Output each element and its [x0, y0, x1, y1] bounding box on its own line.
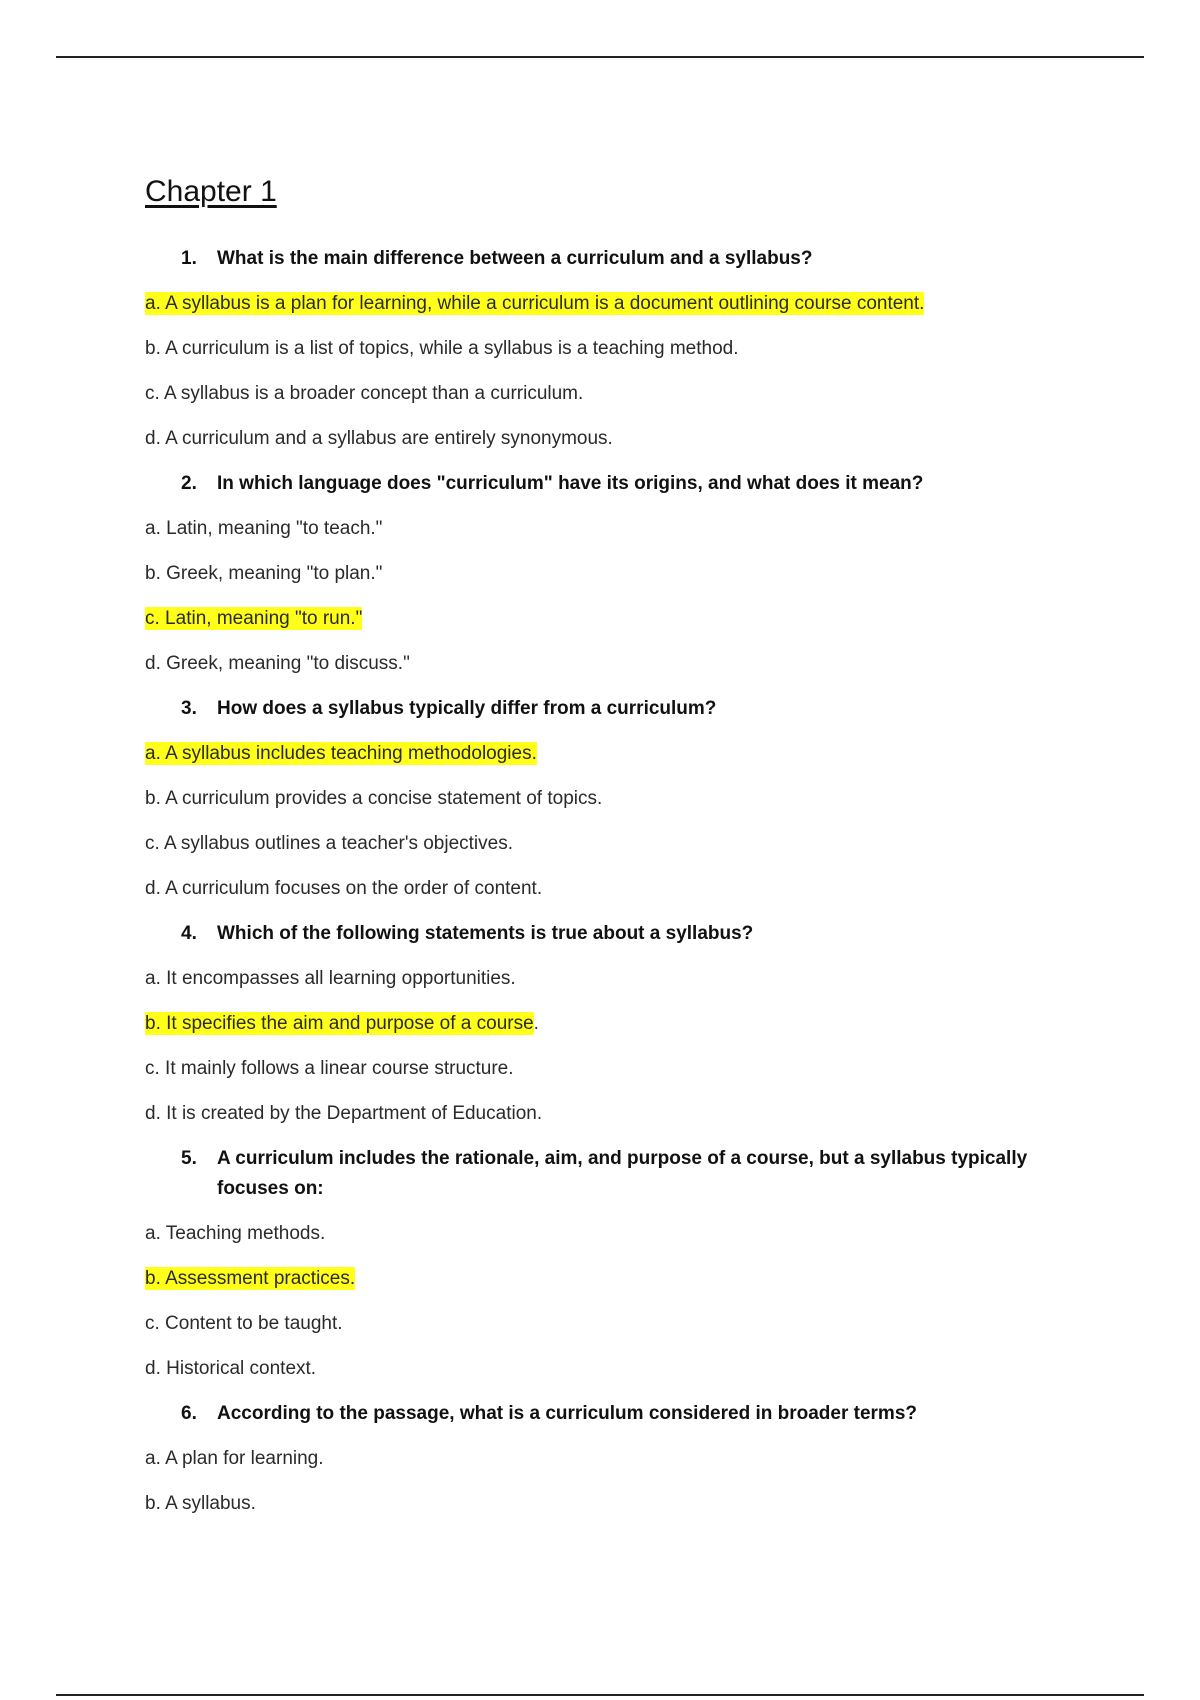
answer-option	[145, 1444, 1075, 1474]
answer-option	[145, 874, 1075, 904]
answer-text: b. A syllabus.	[145, 1493, 256, 1514]
answer-suffix: .	[533, 1013, 539, 1034]
answer-option	[145, 964, 1075, 994]
answer-text: a. Latin, meaning "to teach."	[145, 518, 383, 539]
answer-text: d. A curriculum focuses on the order of content.	[145, 878, 543, 899]
question-3	[181, 694, 1075, 724]
bottom-rule	[56, 1694, 1144, 1696]
question-number: 3.	[181, 698, 197, 719]
answer-text: d. Historical context.	[145, 1358, 317, 1379]
answer-text: b. Greek, meaning "to plan."	[145, 563, 383, 584]
answer-option	[145, 559, 1075, 589]
answer-text: a. Teaching methods.	[145, 1223, 326, 1244]
highlighted-answer: b. Assessment practices.	[145, 1268, 356, 1289]
question-text: How does a syllabus typically differ from a curriculum?	[217, 698, 717, 719]
question-number: 2.	[181, 473, 197, 494]
question-number: 1.	[181, 248, 197, 269]
answer-option	[145, 1099, 1075, 1129]
chapter-title: Chapter 1	[145, 175, 277, 208]
answer-option	[145, 379, 1075, 409]
answer-text: b. A curriculum is a list of topics, while a syllabus is a teaching method.	[145, 338, 739, 359]
answer-text: c. A syllabus is a broader concept than a curriculum.	[145, 383, 584, 404]
highlighted-answer: a. A syllabus is a plan for learning, while a curriculum is a document outlining course content.	[145, 293, 925, 314]
question-text: A curriculum includes the rationale, aim, and purpose of a course, but a syllabus typically focuses on:	[217, 1148, 1028, 1199]
answer-option	[145, 1264, 1075, 1294]
answer-option	[145, 829, 1075, 859]
question-number: 6.	[181, 1403, 197, 1424]
answer-option	[145, 1219, 1075, 1249]
answer-option	[145, 424, 1075, 454]
question-text: In which language does "curriculum" have its origins, and what does it mean?	[217, 473, 924, 494]
answer-option	[145, 649, 1075, 679]
answer-text: c. A syllabus outlines a teacher's objectives.	[145, 833, 513, 854]
answer-option	[145, 334, 1075, 364]
answer-text: a. It encompasses all learning opportunities.	[145, 968, 516, 989]
question-number: 4.	[181, 923, 197, 944]
question-5	[181, 1144, 1075, 1204]
question-text: Which of the following statements is true about a syllabus?	[217, 923, 754, 944]
highlighted-answer: b. It specifies the aim and purpose of a course	[145, 1013, 534, 1034]
question-1	[181, 244, 1075, 274]
answer-option	[145, 1054, 1075, 1084]
question-text: According to the passage, what is a curriculum considered in broader terms?	[217, 1403, 918, 1424]
answer-option	[145, 784, 1075, 814]
answer-text: c. Content to be taught.	[145, 1313, 343, 1334]
answer-option	[145, 289, 1075, 319]
highlighted-answer: a. A syllabus includes teaching methodologies.	[145, 743, 537, 764]
answer-text: d. A curriculum and a syllabus are entirely synonymous.	[145, 428, 613, 449]
answer-option	[145, 514, 1075, 544]
question-4	[181, 919, 1075, 949]
highlighted-answer: c. Latin, meaning "to run."	[145, 608, 363, 629]
answer-text: b. A curriculum provides a concise statement of topics.	[145, 788, 603, 809]
question-text: What is the main difference between a curriculum and a syllabus?	[217, 248, 813, 269]
answer-option	[145, 739, 1075, 769]
answer-option	[145, 1009, 1075, 1039]
answer-option	[145, 604, 1075, 634]
question-6	[181, 1399, 1075, 1429]
answer-text: d. It is created by the Department of Education.	[145, 1103, 543, 1124]
answer-text: d. Greek, meaning "to discuss."	[145, 653, 410, 674]
question-list	[145, 244, 1075, 1519]
answer-text: a. A plan for learning.	[145, 1448, 324, 1469]
answer-option	[145, 1489, 1075, 1519]
answer-option	[145, 1309, 1075, 1339]
answer-option	[145, 1354, 1075, 1384]
document-body	[145, 172, 1075, 1534]
answer-text: c. It mainly follows a linear course structure.	[145, 1058, 514, 1079]
question-number: 5.	[181, 1148, 197, 1169]
question-2	[181, 469, 1075, 499]
top-rule	[56, 56, 1144, 58]
